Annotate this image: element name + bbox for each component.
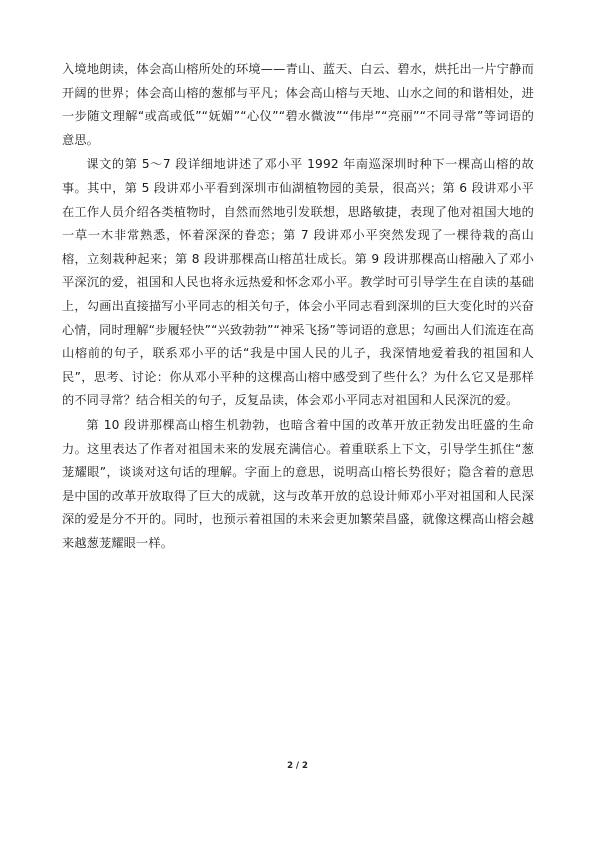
paragraph-1: 入境地朗读，体会高山榕所处的环境——青山、蓝天、白云、碧水，烘托出一片宁静而开阔的世界；体会高山榕的葱郁与平凡；体会高山榕与天地、山水之间的和谐相处，进一步随文理解“或高或低”“妩媚”“心仪”“碧水微波”“伟岸”“亮丽”“不同寻常”等词语的意思。 <box>62 62 534 147</box>
paragraph-2: 课文的第 5～7 段详细地讲述了邓小平 1992 年南巡深圳时种下一棵高山榕的故事。其中，第 5 段讲邓小平看到深圳市仙湖植物园的美景，很高兴；第 6 段讲邓小平在工作人员介绍各类植物时，自然而然地引发联想，思路敏捷，表现了他对祖国大地的一草一木非常熟悉，怀着深深的眷恋；第 7 段讲邓小平突然发现了一棵待栽的高山榕，立刻栽种起来；第 8 段讲那棵高山榕茁壮成长。第 9 段讲那棵高山榕融入了邓小平深沉的爱，祖国和人民也将永远热爱和怀念邓小平。教学时可引导学生在自读的基础上，勾画出直接描写小平同志的相关句子，体会小平同志看到深圳的巨大变化时的兴奋心情，同时理解“步履轻快”“兴致勃勃”“神采飞扬”等词语的意思；勾画出人们流连在高山榕前的句子，联系邓小平的话“我是中国人民的儿子，我深情地爱着我的祖国和人民”，思考、讨论：你从邓小平种的这棵高山榕中感受到了些什么？为什么它又是那样的不同寻常？结合相关的句子，反复品读，体会邓小平同志对祖国和人民深沉的爱。 <box>62 157 534 408</box>
paragraph-3: 第 10 段讲那棵高山榕生机勃勃，也暗含着中国的改革开放正勃发出旺盛的生命力。这里表达了作者对祖国未来的发展充满信心。着重联系上下文，引导学生抓住“葱茏耀眼”，谈谈对这句话的理解。字面上的意思，说明高山榕长势很好；隐含着的意思是中国的改革开放取得了巨大的成就，这与改革开放的总设计师邓小平对祖国和人民深深的爱是分不开的。同时，也预示着祖国的未来会更加繁荣昌盛，就像这棵高山榕会越来越葱茏耀眼一样。 <box>62 417 534 550</box>
document-body <box>62 58 534 555</box>
page-number: 2 / 2 <box>287 761 308 771</box>
